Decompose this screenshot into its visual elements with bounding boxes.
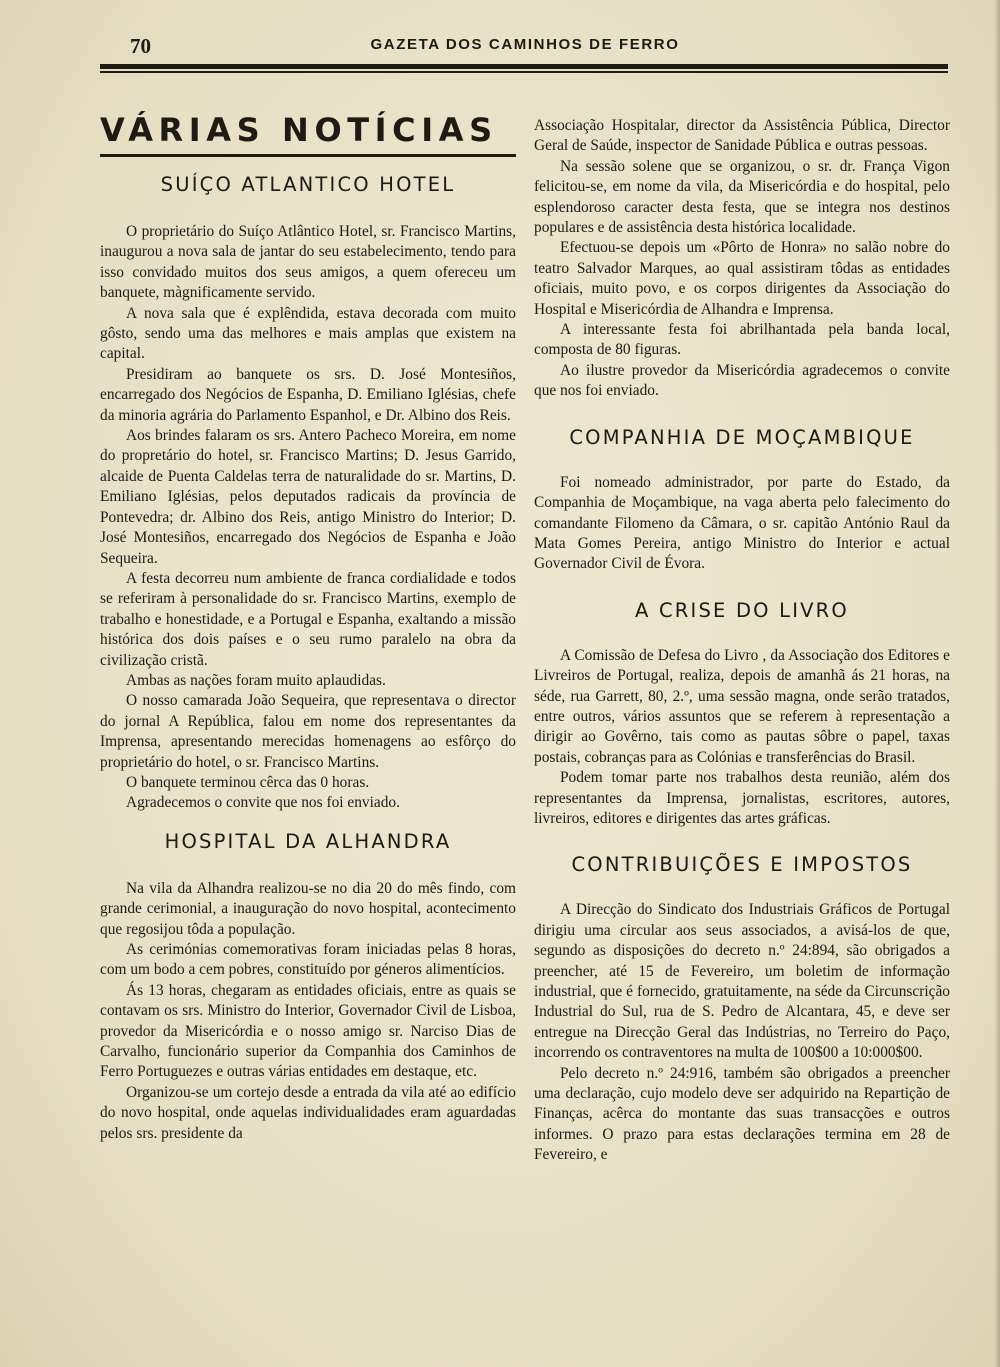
paragraph: A Direcção do Sindicato dos Industriais Gráficos de Portugal dirigiu uma circular aos seus associados, a avisá-los de que, segundo as disposições do decreto n.º 24:894, são obrigados a preencher, até 15 de Fevereiro, um boletim de informação industrial, que é fornecido, gratuitamente, na séde da Circunscrição Industrial do Sul, rua de S. Pedro de Alcantara, 45, e deve ser entregue na Direcção Geral das Indústrias, no Terreiro do Paço, incorrendo os contraventores na multa de 100$00 a 10:000$00. bbox=[534, 901, 950, 1062]
paragraph: Agradecemos o convite que nos foi enviado. bbox=[126, 794, 400, 812]
section-heading-impostos: CONTRIBUIÇÕES E IMPOSTOS bbox=[571, 853, 913, 877]
left-column bbox=[100, 110, 516, 1144]
header-rule-thin bbox=[100, 71, 948, 73]
paragraph: Ao ilustre provedor da Misericórdia agradecemos o convite que nos foi enviado. bbox=[534, 361, 950, 400]
paragraph: Presidiram ao banquete os srs. D. José Montesiños, encarregado dos Negócios de Espanha, D. Emiliano Iglésias, chefe da minoria agrária do Parlamento Espanhol, e Dr. Albino dos Reis. bbox=[100, 365, 516, 424]
section-heading-livro: A CRISE DO LIVRO bbox=[635, 598, 849, 622]
paragraph: As cerimónias comemorativas foram iniciadas pelas 8 horas, com um bodo a cem pobres, constituído por géneros alimentícios. bbox=[100, 941, 516, 979]
paragraph: O nosso camarada João Sequeira, que representava o director do jornal A República, falou em nome dos representantes da Imprensa, apresentando merecidas homenagens ao esfôrço do proprietário do hotel, o sr. Francisco Martins. bbox=[100, 692, 516, 771]
paragraph: A festa decorreu num ambiente de franca cordialidade e todos se referiram à personalidade do sr. Francisco Martins, exemplo de trabalho e honestidade, e a Portugal e Espanha, exaltando a missão histórica dos dois países e o seu rumo paralelo na obra da civilização cristã. bbox=[100, 569, 516, 669]
page-title: VÁRIAS NOTÍCIAS bbox=[100, 111, 498, 149]
right-column bbox=[534, 116, 950, 1166]
paragraph: Pelo decreto n.º 24:916, também são obrigados a preencher uma declaração, cujo modelo deve ser adquirido na Repartição de Finanças, acêrca do montante das suas transacções e outros informes. O prazo para estas declarações termina em 28 de Fevereiro, e bbox=[534, 1064, 950, 1164]
section-heading-hospital: HOSPITAL DA ALHANDRA bbox=[164, 829, 452, 853]
section-heading-mocambique: COMPANHIA DE MOÇAMBIQUE bbox=[569, 425, 915, 449]
paragraph: A interessante festa foi abrilhantada pela banda local, composta de 80 figuras. bbox=[534, 321, 950, 359]
masthead: GAZETA DOS CAMINHOS DE FERRO bbox=[370, 36, 680, 53]
paragraph: A Comissão de Defesa do Livro , da Associação dos Editores e Livreiros de Portugal, realiza, depois de amanhã ás 21 horas, na séde, rua Garrett, 80, 2.º, uma sessão magna, onde serão tratados, entre outros, vários assuntos que se referem à representação a dirigir ao Govêrno, tais como as pautas sôbre o papel, taxas postais, cobranças para as Colónias e transferências do Brasil. bbox=[534, 646, 950, 766]
header-rule-thick bbox=[100, 64, 948, 69]
paragraph: Ambas as nações foram muito aplaudidas. bbox=[126, 671, 386, 689]
paragraph: Podem tomar parte nos trabalhos desta reunião, além dos representantes da Imprensa, jornalistas, escritores, autores, livreiros, editores e dirigentes das artes gráficas. bbox=[534, 769, 950, 827]
title-rule bbox=[100, 154, 516, 157]
page-header bbox=[100, 34, 950, 58]
paragraph: Na sessão solene que se organizou, o sr. dr. França Vigon felicitou-se, em nome da vila, da Misericórdia e do hospital, pelo esplendoroso caracter desta festa, que se integra nos destinos populares e de assistência desta histórica localidade. bbox=[534, 157, 950, 237]
section-heading-hotel: SUÍÇO ATLANTICO HOTEL bbox=[160, 173, 456, 196]
paragraph: Associação Hospitalar, director da Assistência Pública, Director Geral de Saúde, inspector de Sanidade Pública e outras pessoas. bbox=[534, 117, 950, 155]
paragraph: Na vila da Alhandra realizou-se no dia 20 do mês findo, com grande cerimonial, a inauguração do novo hospital, acontecimento que regosijou tôda a população. bbox=[100, 879, 516, 938]
paragraph: Organizou-se um cortejo desde a entrada da vila até ao edifício do novo hospital, onde aquelas individualidades eram aguardadas pelos srs. presidente da bbox=[100, 1083, 516, 1142]
paragraph: O banquete terminou cêrca das 0 horas. bbox=[126, 773, 370, 791]
page-number: 70 bbox=[130, 34, 151, 58]
page-edge-shadow bbox=[994, 0, 1000, 1367]
paragraph: A nova sala que é explêndida, estava decorada com muito gôsto, sendo uma das melhores e mais amplas que existem na capital. bbox=[100, 304, 516, 363]
paragraph: Aos brindes falaram os srs. Antero Pacheco Moreira, em nome do propretário do hotel, sr. Francisco Martins; D. Jesus Garrido, alcaide de Puenta Caldelas terra de naturalidade do sr. Martins, D. Emiliano Iglésias, pelos deputados radicais da província de Pontevedra; dr. Albino dos Reis, antigo Ministro do Interior; D. José Montesiños, encarregado dos Negócios de Espanha e João Sequeira. bbox=[100, 427, 516, 567]
paragraph: Efectuou-se depois um «Pôrto de Honra» no salão nobre do teatro Salvador Marques, ao qual assistiram tôdas as entidades oficiais, muito povo, e os corpos dirigentes da Associação do Hospital e Misericórdia de Alhandra e Imprensa. bbox=[534, 239, 950, 318]
paragraph: O proprietário do Suíço Atlântico Hotel, sr. Francisco Martins, inaugurou a nova sala de jantar do seu estabelecimento, tendo para isso convidado muitos dos seus amigos, a quem ofereceu um banquete, màgnificamente servido. bbox=[100, 223, 516, 302]
paragraph: Ás 13 horas, chegaram as entidades oficiais, entre as quais se contavam os srs. Ministro do Interior, Governador Civil de Lisboa, provedor da Misericórdia e o nosso amigo sr. Narciso Dias de Carvalho, funcionário superior da Companhia dos Caminhos de Ferro Portuguezes e outras várias entidades em destaque, etc. bbox=[100, 981, 516, 1081]
paragraph: Foi nomeado administrador, por parte do Estado, da Companhia de Moçambique, na vaga aberta pelo falecimento do comandante Filomeno da Câmara, o sr. capitão António Raul da Mata Gomes Pereira, antigo Ministro do Interior e actual Governador Civil de Évora. bbox=[534, 473, 950, 573]
